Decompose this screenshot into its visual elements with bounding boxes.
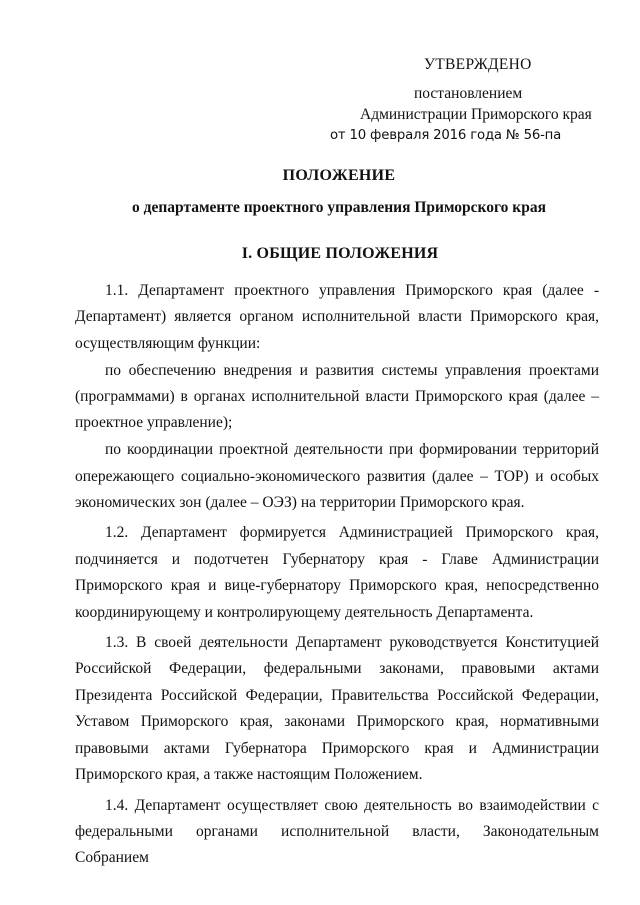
document-subtitle: о департаменте проектного управления Приморского края	[132, 199, 546, 216]
approval-line-resolution: постановлением	[414, 85, 523, 102]
approval-stamp	[330, 54, 630, 146]
approval-line-date-number: от 10 февраля 2016 года № 56-па	[330, 128, 562, 143]
approval-title: УТВЕРЖДЕНО	[424, 56, 532, 73]
paragraph-1-1: 1.1. Департамент проектного управления Приморского края (далее - Департамент) является органом исполнительной власти Приморского края, осуществляющим функции:	[75, 282, 599, 352]
document-title: ПОЛОЖЕНИЕ	[282, 167, 396, 184]
paragraph-1-2: 1.2. Департамент формируется Администрацией Приморского края, подчиняется и подотчетен Губернатору края - Главе Администрации Приморского края и вице-губернатору Приморского края, непосредственно координирующему и контролирующему деятельность Департамента.	[75, 524, 599, 621]
paragraph-function-project-management: по обеспечению внедрения и развития системы управления проектами (программами) в органах исполнительной власти Приморского края (далее – проектное управление);	[75, 361, 599, 432]
section-body	[75, 278, 599, 872]
paragraph-function-tor-oez: по координации проектной деятельности при формировании территорий опережающего социально-экономического развития (далее – ТОР) и особых экономических зон (далее – ОЭЗ) на территории Приморского края.	[75, 441, 599, 512]
paragraph-1-4: 1.4. Департамент осуществляет свою деятельность во взаимодействии с федеральными органами исполнительной власти, Законодательным Собранием	[75, 796, 599, 867]
approval-line-administration: Администрации Приморского края	[360, 106, 592, 123]
paragraph-1-3: 1.3. В своей деятельности Департамент руководствуется Конституцией Российской Федерации, федеральными законами, правовыми актами Президента Российской Федерации, Правительства Российской Федерации, Уставом Приморского края, законами Приморского края, нормативными правовыми актами Губернатора Приморского края и Администрации Приморского края, а также настоящим Положением.	[75, 634, 599, 784]
section-heading: I. ОБЩИЕ ПОЛОЖЕНИЯ	[241, 245, 439, 262]
